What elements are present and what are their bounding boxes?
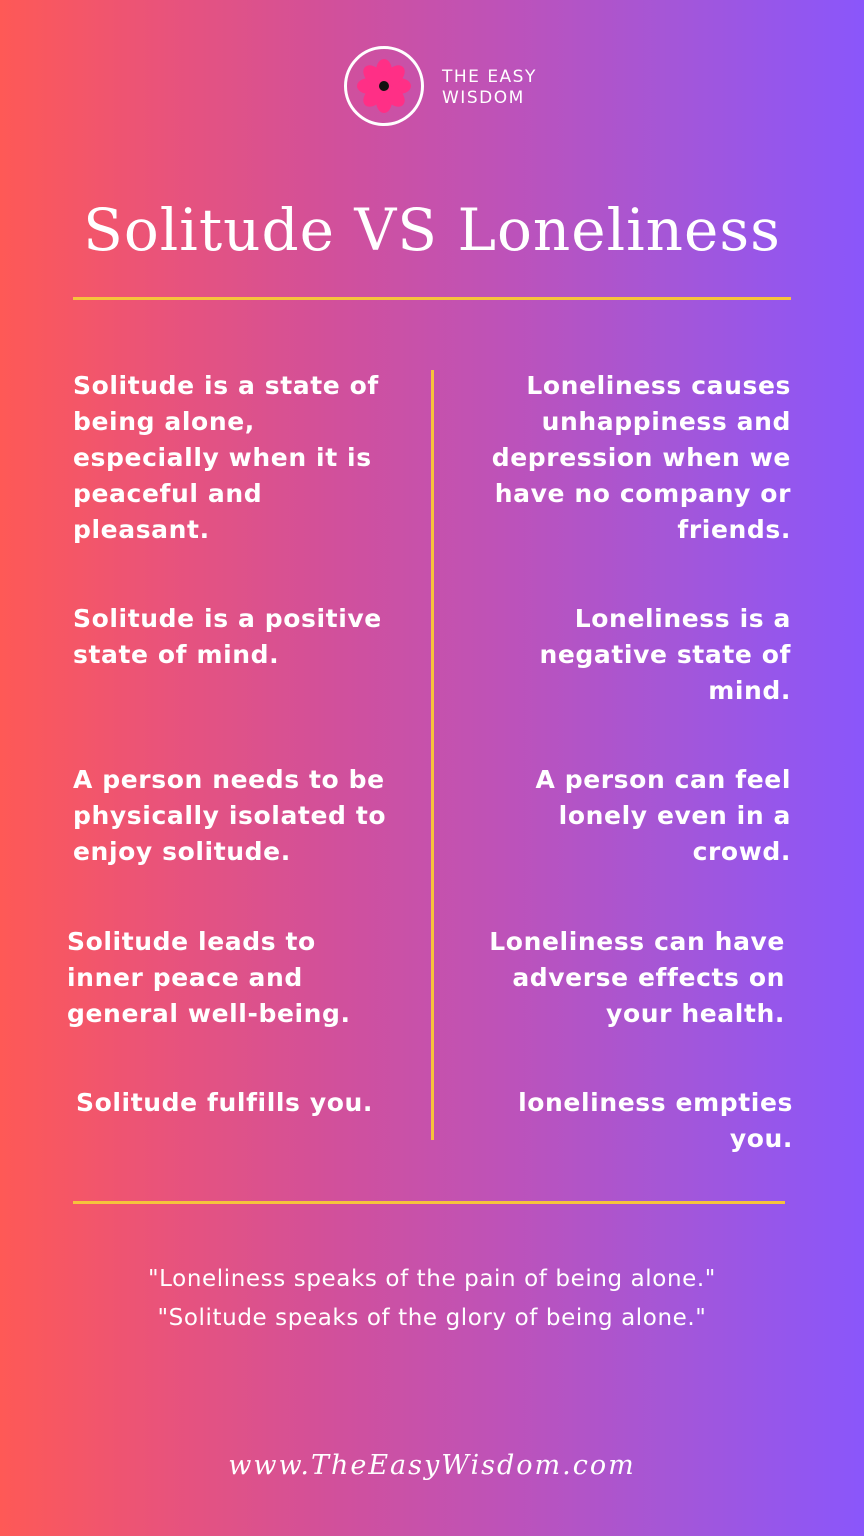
text-line: peaceful and	[73, 479, 263, 508]
text-line: enjoy solitude.	[73, 837, 291, 866]
text-line: inner peace and	[67, 963, 303, 992]
loneliness-point-5	[452, 1085, 793, 1157]
website-url: www.TheEasyWisdom.com	[228, 1450, 636, 1481]
page-title: Solitude VS Loneliness	[83, 196, 781, 264]
text-line: lonely even in a	[558, 801, 791, 830]
text-line: Loneliness is a	[574, 604, 791, 633]
text-line: Loneliness causes	[526, 371, 791, 400]
brand-line-2: WISDOM	[442, 88, 525, 108]
loneliness-point-1	[450, 368, 791, 548]
quote-solitude: "Solitude speaks of the glory of being alone."	[157, 1305, 707, 1331]
top-divider	[73, 297, 791, 300]
solitude-point-1	[73, 368, 413, 548]
text-line: Loneliness can have	[489, 927, 785, 956]
text-line: your health.	[606, 999, 785, 1028]
text-line: physically isolated to	[73, 801, 387, 830]
text-line: depression when we	[491, 443, 791, 472]
text-line: crowd.	[692, 837, 791, 866]
text-line: negative state of	[539, 640, 791, 669]
text-line: have no company or	[494, 479, 791, 508]
brand-name	[442, 67, 537, 109]
quote-loneliness: "Loneliness speaks of the pain of being alone."	[147, 1266, 716, 1292]
text-line: Solitude fulfills you.	[76, 1088, 374, 1117]
loneliness-point-2	[450, 601, 791, 709]
text-line: state of mind.	[73, 640, 280, 669]
text-line: general well-being.	[67, 999, 351, 1028]
text-line: loneliness empties	[518, 1088, 793, 1117]
solitude-point-4	[67, 924, 417, 1032]
loneliness-point-3	[450, 762, 791, 870]
bottom-divider	[73, 1201, 785, 1204]
text-line: adverse effects on	[512, 963, 785, 992]
solitude-point-3	[73, 762, 423, 870]
solitude-point-5	[76, 1085, 421, 1121]
text-line: Solitude is a state of	[73, 371, 379, 400]
text-line: being alone,	[73, 407, 255, 436]
text-line: A person needs to be	[73, 765, 385, 794]
loneliness-point-4	[444, 924, 785, 1032]
text-line: Solitude is a positive	[73, 604, 382, 633]
text-line: friends.	[677, 515, 791, 544]
flower-icon	[352, 54, 416, 118]
text-line: pleasant.	[73, 515, 210, 544]
text-line: A person can feel	[535, 765, 791, 794]
solitude-point-2	[73, 601, 413, 673]
text-line: mind.	[708, 676, 791, 705]
brand-logo	[344, 46, 424, 126]
text-line: especially when it is	[73, 443, 372, 472]
brand-line-1: THE EASY	[442, 67, 537, 87]
text-line: you.	[729, 1124, 793, 1153]
column-divider	[431, 370, 434, 1140]
text-line: unhappiness and	[541, 407, 791, 436]
text-line: Solitude leads to	[67, 927, 316, 956]
